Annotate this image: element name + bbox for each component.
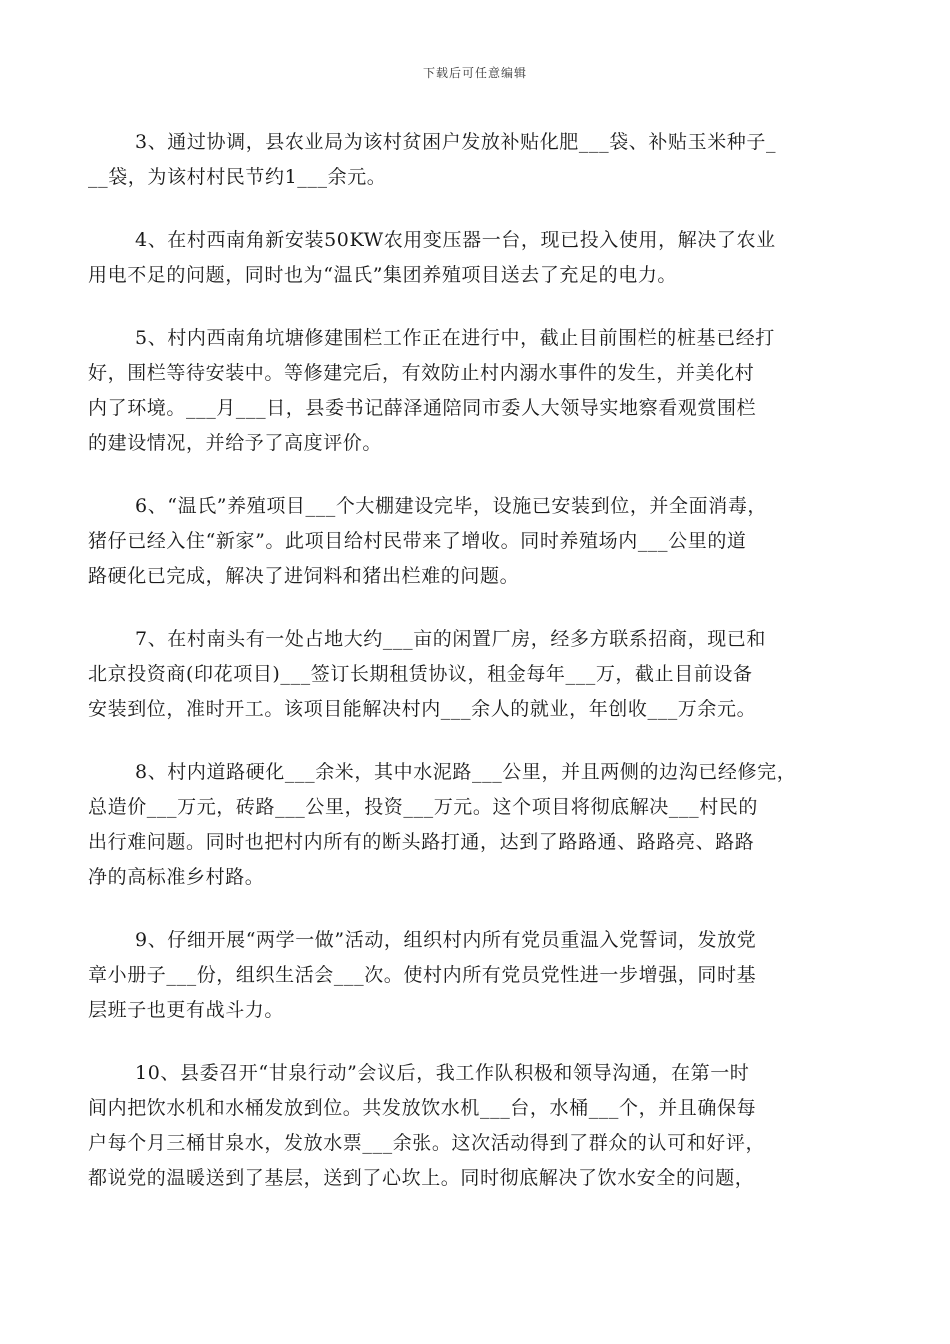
- paragraph-line: 出行难问题。同时也把村内所有的断头路打通，达到了路路通、路路亮、路路: [88, 831, 755, 853]
- paragraph: [88, 755, 878, 895]
- paragraph-line: 用电不足的问题，同时也为“温氏”集团养殖项目送去了充足的电力。: [88, 264, 678, 286]
- paragraph-line: 猪仔已经入住“新家”。此项目给村民带来了增收。同时养殖场内___公里的道: [88, 530, 747, 552]
- paragraph: [88, 321, 878, 461]
- document-body: [88, 125, 878, 1224]
- paragraph-line: 好，围栏等待安装中。等修建完后，有效防止村内溺水事件的发生，并美化村: [88, 362, 755, 384]
- paragraph-line: 都说党的温暖送到了基层，送到了心坎上。同时彻底解决了饮水安全的问题，: [88, 1167, 755, 1189]
- paragraph: [88, 923, 878, 1028]
- paragraph-line: 间内把饮水机和水桶发放到位。共发放饮水机___台，水桶___个，并且确保每: [88, 1097, 757, 1119]
- paragraph: [88, 223, 878, 293]
- paragraph-line: 7、在村南头有一处占地大约___亩的闲置厂房，经多方联系招商，现已和: [135, 628, 766, 650]
- paragraph: [88, 489, 878, 594]
- paragraph-line: 北京投资商(印花项目)___签订长期租赁协议，租金每年___万，截止目前设备: [88, 663, 753, 685]
- paragraph-line: 安装到位，准时开工。该项目能解决村内___余人的就业，年创收___万余元。: [88, 698, 757, 720]
- paragraph-line: 路硬化已完成，解决了进饲料和猪出栏难的问题。: [88, 565, 520, 587]
- paragraph-line: 总造价___万元，砖路___公里，投资___万元。这个项目将彻底解决___村民的: [88, 796, 759, 818]
- paragraph-line: 章小册子___份，组织生活会___次。使村内所有党员党性进一步增强，同时基: [88, 964, 757, 986]
- paragraph-line: 9、仔细开展“两学一做”活动，组织村内所有党员重温入党誓词，发放党: [135, 929, 757, 951]
- paragraph: [88, 125, 878, 195]
- paragraph-line: 5、村内西南角坑塘修建围栏工作正在进行中，截止目前围栏的桩基已经打: [135, 327, 775, 349]
- paragraph-line: 4、在村西南角新安装50KW农用变压器一台，现已投入使用，解决了农业: [135, 229, 776, 251]
- paragraph-line: 10、县委召开“甘泉行动”会议后，我工作队积极和领导沟通，在第一时: [135, 1062, 750, 1084]
- paragraph-line: 户每个月三桶甘泉水，发放水票___余张。这次活动得到了群众的认可和好评，: [88, 1132, 766, 1154]
- paragraph-line: 内了环境。___月___日，县委书记薛泽通陪同市委人大领导实地察看观赏围栏: [88, 397, 757, 419]
- paragraph: [88, 1056, 878, 1196]
- paragraph-line: 的建设情况，并给予了高度评价。: [88, 432, 383, 454]
- paragraph-line: 8、村内道路硬化___余米，其中水泥路___公里，并且两侧的边沟已经修完，: [135, 761, 797, 783]
- paragraph-line: 层班子也更有战斗力。: [88, 999, 285, 1021]
- paragraph-line: 3、通过协调，县农业局为该村贫困户发放补贴化肥___袋、补贴玉米种子_: [135, 131, 777, 153]
- paragraph: [88, 622, 878, 727]
- paragraph-line: __袋，为该村村民节约1___余元。: [88, 166, 387, 188]
- page-header: 下载后可任意编辑: [422, 66, 527, 80]
- paragraph-line: 净的高标准乡村路。: [88, 866, 265, 888]
- paragraph-line: 6、“温氏”养殖项目___个大棚建设完毕，设施已安装到位，并全面消毒，: [135, 495, 768, 517]
